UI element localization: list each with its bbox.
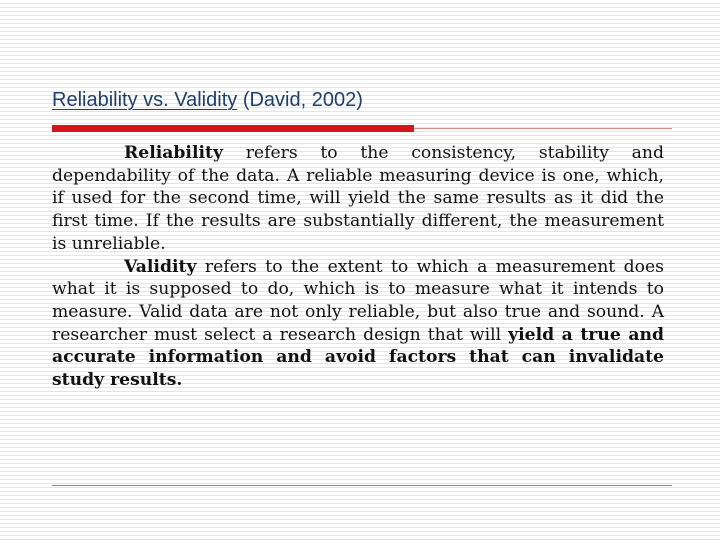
slide-body	[52, 142, 664, 392]
title-accent-bar	[52, 125, 414, 132]
validity-paragraph	[52, 256, 664, 392]
validity-emphasis: yield a true and accurate information and avoid factors that can invalidate study results.	[52, 324, 664, 391]
reliability-term: Reliability	[124, 143, 223, 163]
slide-title	[52, 89, 363, 112]
title-citation: (David, 2002)	[242, 89, 363, 111]
reliability-paragraph	[52, 142, 664, 256]
validity-term: Validity	[124, 256, 197, 277]
validity-definition: refers to the extent to which a measurement does what it is supposed to do, which is to measure what it intends to measure. Valid data are not only reliable, but also true and sound. A researcher must select a research design that will	[52, 256, 664, 345]
reliability-definition: refers to the consistency, stability and dependability of the data. A reliable measuring device is one, which, if used for the second time, will yield the same results as it did the first time. If the results are substantially different, the measurement is unreliable.	[52, 143, 664, 254]
title-main: Reliability vs. Validity	[52, 89, 238, 111]
title-divider-line	[414, 128, 672, 129]
bottom-divider-line	[52, 485, 672, 486]
